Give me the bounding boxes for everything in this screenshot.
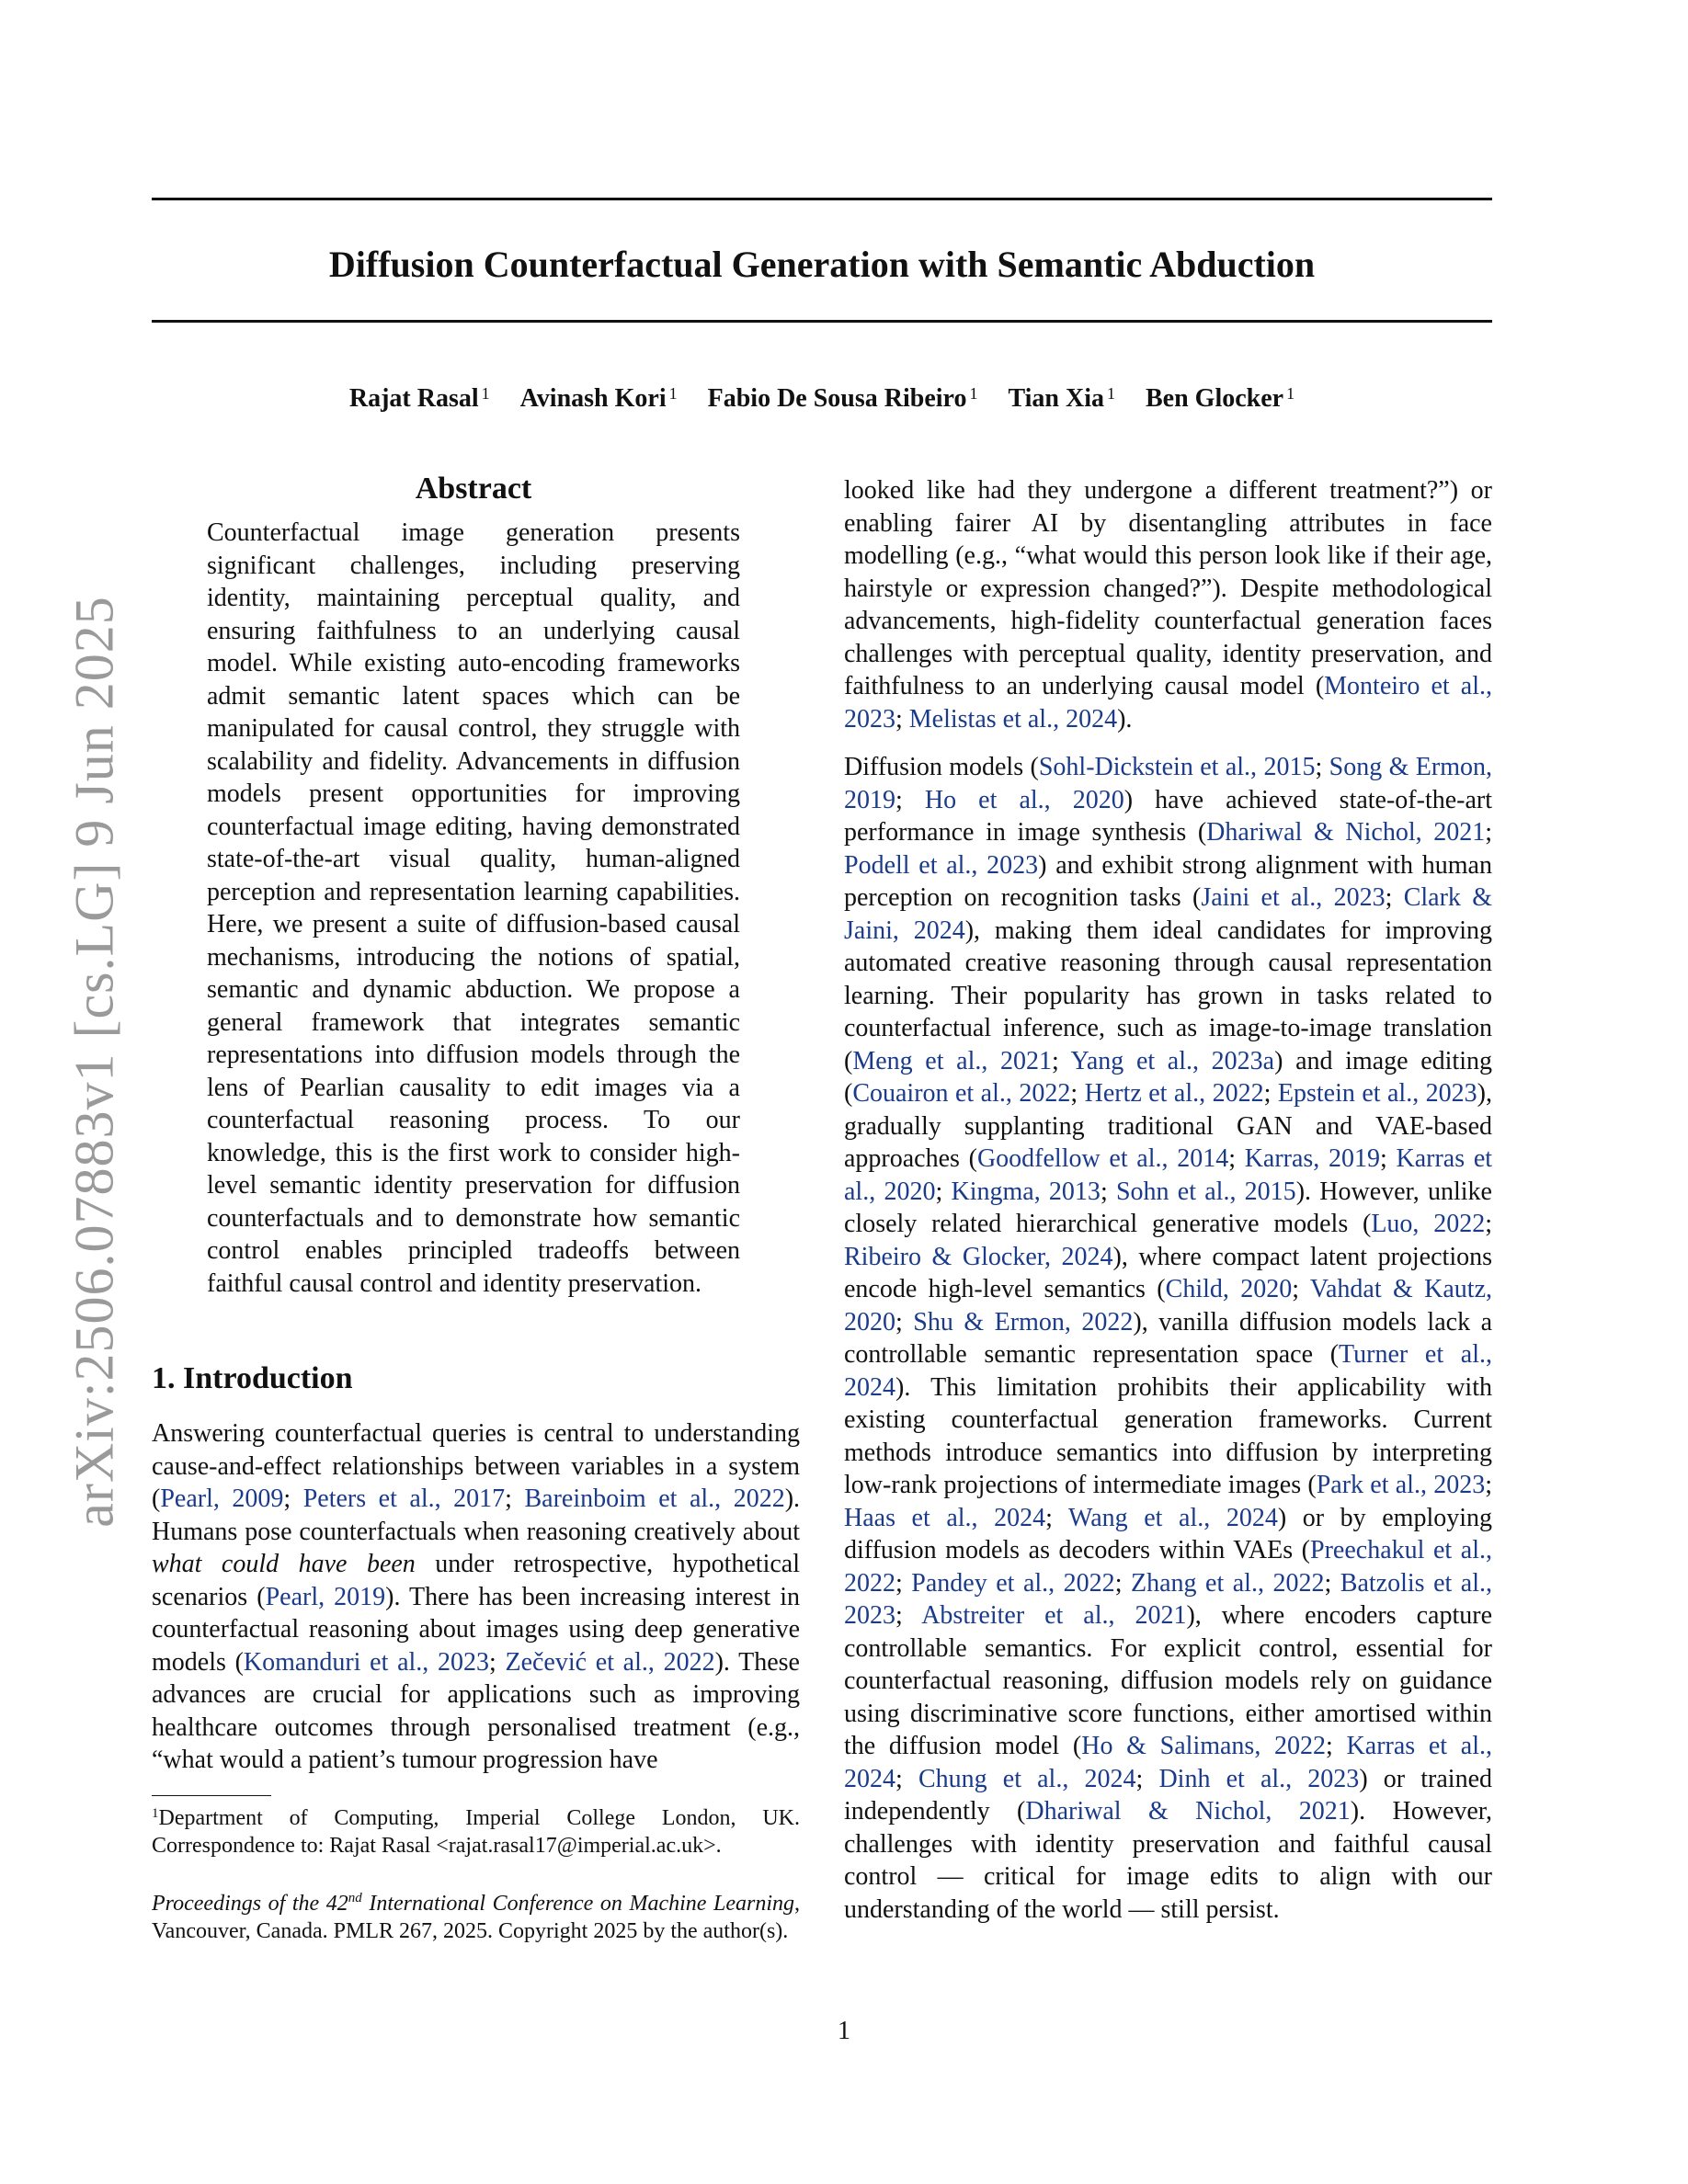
citation-link[interactable]: Hertz et al., 2022 [1084,1079,1264,1108]
arxiv-identifier-stamp: arXiv:2506.07883v1 [cs.LG] 9 Jun 2025 [63,596,125,1528]
citation-link[interactable]: Couairon et al., 2022 [852,1079,1071,1108]
citation-link[interactable]: Goodfellow et al., 2014 [976,1144,1229,1173]
citation-link[interactable]: Park et al., 2023 [1316,1471,1486,1499]
citation-link[interactable]: Ribeiro & Glocker, 2024 [844,1242,1113,1271]
citation-link[interactable]: Clark & Jaini, 2024 [844,883,1492,945]
citation-link[interactable]: Pearl, 2009 [160,1484,284,1513]
author-affiliation-mark: 1 [668,384,678,403]
author-affiliation-mark: 1 [481,384,490,403]
abstract-heading: Abstract [415,472,532,506]
citation-link[interactable]: Komanduri et al., 2023 [243,1647,489,1677]
author [349,384,490,413]
citation-link[interactable]: Turner et al., 2024 [844,1340,1493,1402]
citation-link[interactable]: Batzolis et al., 2023 [844,1568,1492,1630]
introduction-right-column [844,474,1492,1926]
abstract-text: Counterfactual image generation presents significant challenges, including preserving identity, maintaining perceptual quality, and ensuring faithfulness to an underlying causal model. While existing auto-encoding frameworks admit semantic latent spaces which can be manipulated for causal control, they struggle with scalability and fidelity. Advancements in diffusion models present opportunities for improving counterfactual image editing, having demonstrated state-of-the-art visual quality, human-aligned perception and representation learning capabilities. Here, we present a suite of diffusion-based causal mechanisms, introducing the notions of spatial, semantic and dynamic abduction. We propose a general framework that integrates semantic representations into diffusion models through the lens of Pearlian causality to edit images via a counterfactual reasoning process. To our knowledge, this is the first work to consider high-level semantic identity preservation for diffusion counterfactuals and to demonstrate how semantic control enables principled tradeoffs between faithful causal control and identity preservation. [207,518,740,1298]
citation-link[interactable]: Zečević et al., 2022 [505,1647,715,1677]
title-rule-top [152,198,1492,200]
affiliation-footnote [152,1800,800,1860]
citation-link[interactable]: Epstein et al., 2023 [1277,1079,1477,1108]
citation-link[interactable]: Shu & Ermon, 2022 [913,1307,1134,1337]
section-heading-introduction: 1. Introduction [152,1361,353,1395]
citation-link[interactable]: Sohl-Dickstein et al., 2015 [1038,753,1316,781]
author-affiliation-mark: 1 [969,384,978,403]
author-name: Avinash Kori [519,384,667,413]
author [708,384,978,413]
citation-link[interactable]: Podell et al., 2023 [844,850,1039,880]
footnote-text: Department of Computing, Imperial College London, UK. Correspondence to: Rajat Rasal <rajat.rasal17@imperial.ac.uk>. [152,1806,800,1858]
author [520,384,678,413]
citation-link[interactable]: Song & Ermon, 2019 [844,753,1493,814]
citation-link[interactable]: Meng et al., 2021 [852,1046,1053,1075]
citation-link[interactable]: Vahdat & Kautz, 2020 [844,1275,1493,1337]
proceedings-note: Proceedings of the 42nd International Conference on Machine Learning, Vancouver, Canada. PMLR 267, 2025. Copyright 2025 by the author(s). [152,1891,800,1943]
citation-link[interactable]: Jaini et al., 2023 [1201,883,1386,912]
author [1146,384,1295,413]
footnote-rule [152,1795,271,1796]
introduction-paragraph: Diffusion models (Sohl-Dickstein et al., 2015; Song & Ermon, 2019; Ho et al., 2020) have achieved state-of-the-art performance in image synthesis (Dhariwal & Nichol, 2021; Podell et al., 2023) and exhibit strong alignment with human perception on recognition tasks (Jaini et al., 2023; Clark & Jaini, 2024), making them ideal candidates for improving automated creative reasoning through causal representation learning. Their popularity has grown in tasks related to counterfactual inference, such as image-to-image translation (Meng et al., 2021; Yang et al., 2023a) and image editing (Couairon et al., 2022; Hertz et al., 2022; Epstein et al., 2023), gradually supplanting traditional GAN and VAE-based approaches (Goodfellow et al., 2014; Karras, 2019; Karras et al., 2020; Kingma, 2013; Sohn et al., 2015). However, unlike closely related hierarchical generative models (Luo, 2022; Ribeiro & Glocker, 2024), where compact latent projections encode high-level semantics (Child, 2020; Vahdat & Kautz, 2020; Shu & Ermon, 2022), vanilla diffusion models lack a controllable semantic representation space (Turner et al., 2024). This limitation prohibits their applicability with existing counterfactual generation frameworks. Current methods introduce semantics into diffusion by interpreting low-rank projections of intermediate images (Park et al., 2023; Haas et al., 2024; Wang et al., 2024) or by employing diffusion models as decoders within VAEs (Preechakul et al., 2022; Pandey et al., 2022; Zhang et al., 2022; Batzolis et al., 2023; Abstreiter et al., 2021), where encoders capture controllable semantics. For explicit control, essential for counterfactual reasoning, diffusion models rely on guidance using discriminative score functions, either amortised within the diffusion model (Ho & Salimans, 2022; Karras et al., 2024; Chung et al., 2024; Dinh et al., 2023) or trained independently (Dhariwal & Nichol, 2021). However, challenges with identity preservation and faithful causal control — critical for image edits to align with our understanding of the world — still persist. [844,753,1493,1924]
citation-link[interactable]: Sohn et al., 2015 [1115,1177,1296,1206]
emphasis-text: what could have been [152,1550,416,1578]
citation-link[interactable]: Yang et al., 2023a [1070,1046,1275,1075]
introduction-left-column [152,1417,800,1777]
citation-link[interactable]: Karras, 2019 [1244,1144,1381,1173]
citation-link[interactable]: Bareinboim et al., 2022 [524,1484,785,1513]
citation-link[interactable]: Karras et al., 2020 [844,1144,1493,1206]
citation-link[interactable]: Abstreiter et al., 2021 [921,1601,1187,1630]
page-number: 1 [838,2017,850,2045]
citation-link[interactable]: Kingma, 2013 [951,1177,1101,1206]
abstract-body [207,517,740,1300]
citation-link[interactable]: Zhang et al., 2022 [1130,1568,1325,1598]
citation-link[interactable]: Dhariwal & Nichol, 2021 [1025,1797,1351,1826]
author-affiliation-mark: 1 [1107,384,1115,403]
author-name: Ben Glocker [1146,384,1284,413]
title-rule-bottom [152,320,1492,323]
citation-link[interactable]: Karras et al., 2024 [844,1732,1492,1793]
citation-link[interactable]: Dinh et al., 2023 [1158,1764,1360,1793]
author-name: Fabio De Sousa Ribeiro [707,384,967,413]
citation-link[interactable]: Child, 2020 [1165,1275,1293,1303]
citation-link[interactable]: Wang et al., 2024 [1068,1503,1278,1532]
introduction-paragraph: looked like had they undergone a different treatment?”) or enabling fairer AI by disentangling attributes in face modelling (e.g., “what would this person look like if their age, hairstyle or expression changed?”). Despite methodological advancements, high-fidelity counterfactual generation faces challenges with perceptual quality, identity preservation, and faithfulness to an underlying causal model (Monteiro et al., 2023; Melistas et al., 2024). [844,476,1492,734]
citation-link[interactable]: Melistas et al., 2024 [908,704,1118,734]
citation-link[interactable]: Monteiro et al., 2023 [844,672,1492,734]
citation-link[interactable]: Dhariwal & Nichol, 2021 [1206,818,1486,847]
citation-link[interactable]: Chung et al., 2024 [918,1764,1136,1793]
citation-link[interactable]: Peters et al., 2017 [302,1484,506,1513]
introduction-paragraph: Answering counterfactual queries is central to understanding cause-and-effect relationships between variables in a system (Pearl, 2009; Peters et al., 2017; Bareinboim et al., 2022). Humans pose counterfactuals when reasoning creatively about what could have been under retrospective, hypothetical scenarios (Pearl, 2019). There has been increasing interest in counterfactual reasoning about images using deep generative models (Komanduri et al., 2023; Zečević et al., 2022). These advances are crucial for applications such as improving healthcare outcomes through personalised treatment (e.g., “what would a patient’s tumour progression have [152,1419,801,1774]
author-name: Tian Xia [1008,384,1104,413]
author [1008,384,1115,413]
author-affiliation-mark: 1 [1286,384,1295,403]
citation-link[interactable]: Pearl, 2019 [265,1582,386,1611]
citation-link[interactable]: Luo, 2022 [1371,1210,1486,1238]
author-list [152,375,1492,417]
citation-link[interactable]: Haas et al., 2024 [844,1503,1046,1532]
footnote-mark: 1 [152,1806,159,1821]
paper-title: Diffusion Counterfactual Generation with Semantic Abduction [328,244,1316,285]
citation-link[interactable]: Ho et al., 2020 [924,785,1124,814]
citation-link[interactable]: Pandey et al., 2022 [911,1568,1115,1598]
author-name: Rajat Rasal [348,384,479,413]
citation-link[interactable]: Preechakul et al., 2022 [844,1536,1492,1598]
citation-link[interactable]: Ho & Salimans, 2022 [1081,1732,1327,1760]
